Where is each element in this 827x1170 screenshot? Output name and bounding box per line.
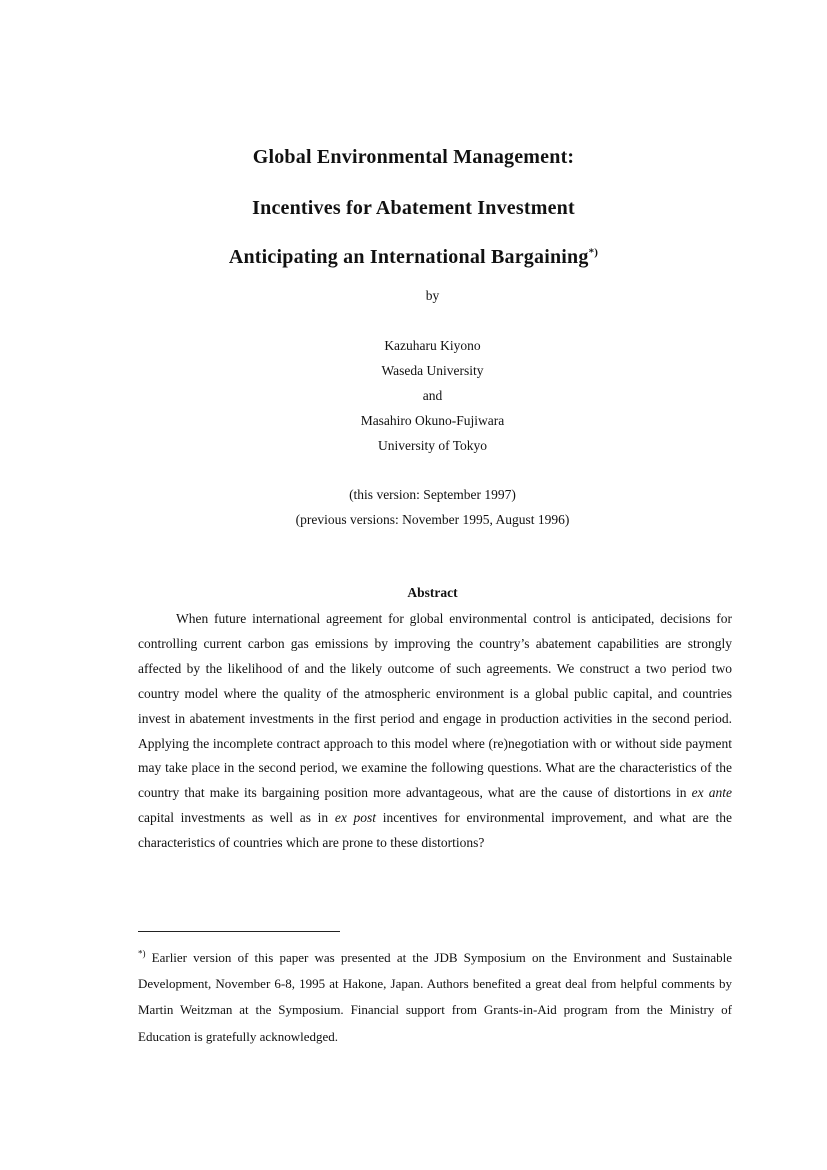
title-footnote-mark: *): [588, 246, 599, 259]
version-previous: (previous versions: November 1995, August 1996): [295, 512, 570, 527]
abstract-emphasis-ex-ante: ex ante: [691, 785, 732, 801]
author-1-affiliation: Waseda University: [381, 363, 484, 378]
abstract-text-1: When future international agreement for global environmental control is anticipated, decisions for controlling current carbon gas emissions by improving the country’s abatement capabilities are strongly affected by the likelihood of and the likely outcome of such agreements. We construct a two period two country model where the quality of the atmospheric environment is a global public capital, and countries invest in abatement investments in the first period and engage in production activities in the second period. Applying the incomplete contract approach to this model where (re)negotiation with or without side payment may take place in the second period, we examine the following questions. What are the characteristics of the country that make its bargaining position more advantageous, what are the cause of distortions in: [138, 611, 732, 801]
footnote-mark: *): [138, 948, 146, 959]
abstract-emphasis-ex-post: ex post: [334, 810, 377, 826]
footnote-text: Earlier version of this paper was presented at the JDB Symposium on the Environment and Sustainable Development, November 6-8, 1995 at Hakone, Japan. Authors benefited a great deal from helpful comments by Martin Weitzman at the Symposium. Financial support from Grants-in-Aid program from the Ministry of Education is gratefully acknowledged.: [138, 950, 732, 1044]
abstract-text-2: capital investments as well as in: [138, 810, 335, 826]
footnote: [138, 945, 732, 1050]
authors-conjunction: and: [422, 388, 443, 403]
author-2-name: Masahiro Okuno-Fujiwara: [360, 413, 505, 428]
version-current: (this version: September 1997): [349, 487, 516, 502]
by-line: by: [425, 288, 440, 303]
title-line-2: Incentives for Abatement Investment: [252, 197, 575, 219]
title-line-3-text: Anticipating an International Bargaining: [228, 246, 589, 268]
title-line-3: [0, 246, 827, 269]
abstract-heading: Abstract: [407, 585, 458, 600]
abstract-text-3: incentives for environmental improvement, and what are the characteristics of countries which are prone to these distortions?: [138, 810, 733, 851]
footnote-divider: [138, 931, 340, 932]
abstract-body: [138, 607, 732, 856]
title-line-1: Global Environmental Management:: [252, 146, 575, 168]
author-1-name: Kazuharu Kiyono: [384, 338, 481, 353]
author-2-affiliation: University of Tokyo: [377, 438, 488, 453]
